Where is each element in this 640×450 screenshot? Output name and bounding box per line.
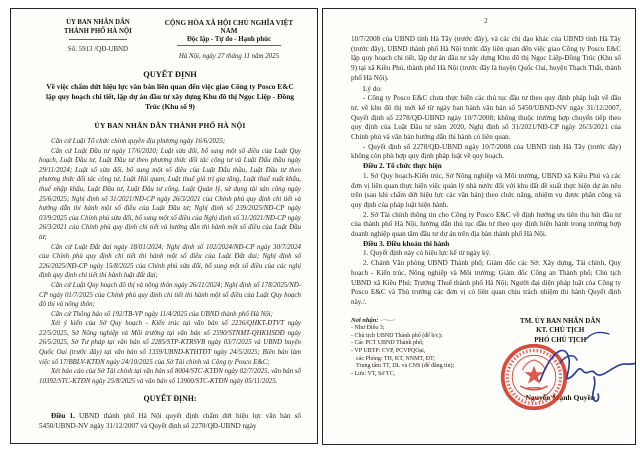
recipient-item: - Các PCT UBND Thành phố; bbox=[351, 340, 424, 347]
signature-authority-line: TM. ỦY BAN NHÂN DÂN bbox=[520, 316, 601, 325]
recital-paragraph: Căn cứ Luật Tổ chức chính quyền địa phương ngày 16/6/2025; bbox=[51, 138, 226, 145]
recitals-section bbox=[39, 137, 301, 386]
signature-footer bbox=[351, 317, 621, 403]
recipients-block bbox=[351, 317, 500, 403]
issuer-name-line1: ỦY BAN NHÂN DÂN bbox=[66, 19, 130, 26]
issuer-name-line2: THÀNH PHỐ HÀ NỘI bbox=[64, 27, 132, 35]
recipient-item: - Lưu: VT, Sở TC, bbox=[351, 370, 396, 377]
article-1 bbox=[39, 411, 301, 431]
motto-underline bbox=[177, 45, 281, 46]
article-1-text: UBND thành phố Hà Nội quyết định chấm dứt hiệu lực văn bản số 5450/UBND-NV ngày 31/12/2007 và Quyết định số 2278/QĐ-UBND ngày bbox=[39, 412, 302, 431]
reason-label: Lý do: bbox=[363, 84, 382, 93]
document-type-title: QUYẾT ĐỊNH bbox=[143, 70, 197, 79]
article-3-item: 2. Chánh Văn phòng UBND Thành phố; Giám đốc các Sở: Xây dựng, Tài chính, Quy hoạch - Kiến trúc, Nông nghiệp và Môi trường; Giám đốc Công an Thành phố; Chủ tịch UBND xã Kiều Phú; Trưởng Thuế thành phố Hà Nội; Người đại diện pháp luật của Công ty Posco E&C và Thủ trưởng các đơn vị có liên quan chịu trách nhiệm thi hành Quyết định này./. bbox=[351, 259, 621, 306]
national-motto-block bbox=[157, 19, 301, 60]
recipient-item: - Chủ tịch UBND Thành phố (để b/c); bbox=[351, 332, 443, 339]
authority-heading: ỦY BAN NHÂN DÂN THÀNH PHỐ HÀ NỘI bbox=[94, 121, 246, 130]
reason-paragraph: - Công ty Posco E&C chưa thực hiện các thủ tục đầu tư theo quy định pháp luật về đầu tư, về khu đô thị mới kể từ ngày ban hành văn bản số 5450/UBND-NV ngày 31/12/2007, Quyết định số 2278/QĐ-UBND ngày 10/7/2008; không thuộc trường hợp chuyển tiếp theo quy định của Luật Đầu tư năm 2020, Nghị định số 31/2021/NĐ-CP ngày 26/3/2021 của Chính phủ và văn bản hướng dẫn thi hành có liên quan. bbox=[351, 94, 621, 142]
article-1-label: Điều 1. bbox=[51, 412, 75, 421]
recipients-label: Nơi nhận: bbox=[351, 316, 379, 324]
national-title: CỘNG HÒA XÃ HỘI CHỦ NGHĨA VIỆT NAM bbox=[164, 19, 294, 35]
page-number: 2 bbox=[484, 17, 488, 25]
article-2-heading: Điều 2. Tổ chức thực hiện bbox=[363, 162, 442, 171]
article-3-item: 1. Quyết định này có hiệu lực kể từ ngày ký. bbox=[363, 249, 491, 258]
signature-title-line: KT. CHỦ TỊCH bbox=[536, 326, 585, 335]
recital-paragraph: Căn cứ Luật Quy hoạch đô thị và nông thôn ngày 26/11/2024; Nghị định số 178/2025/NĐ-CP ngày 01/7/2025 của Chính phủ quy định chi tiết thi hành một số điều của Luật Quy hoạch đô thị và nông thôn; bbox=[39, 281, 301, 309]
recipient-item: - Như Điều 3; bbox=[351, 325, 385, 332]
pencil-mark bbox=[380, 318, 396, 323]
signature-role-line: PHÓ CHỦ TỊCH bbox=[534, 336, 587, 345]
national-motto: Độc lập - Tự do - Hạnh phúc bbox=[186, 36, 272, 43]
recital-paragraph: Xét ý kiến của Sở Quy hoạch - Kiến trúc tại văn bản số 2236/QHKT-ĐTVT ngày 22/5/2025, Sở Nông nghiệp và Môi trường tại văn bản số 2590/STNMT-QHKHSDĐ ngày 26/5/2025, Sở Tư pháp tại văn bản số 2285/STP-KTRSVB ngày 03/7/2025 và UBND huyện Quốc Oai (trước đây) tại văn bản số 1359/UBND-KTHTĐT ngày 24/5/2025; Biên bản làm việc số 17/BBLV-KTĐN ngày 24/10/2025 của Sở Tài chính và Công ty Posco E&C; bbox=[39, 320, 301, 366]
recipient-item: - VP UBTP: CVP, PCVPQOại, bbox=[351, 348, 426, 355]
signature-ink-icon bbox=[536, 333, 637, 407]
signature-block bbox=[500, 317, 622, 403]
article-2-item: 1. Sở Quy hoạch-Kiến trúc, Sở Nông nghiệp và Môi trường, UBND xã Kiều Phú và các đơn vị liên quan thực hiện việc quản lý nhà nước đối với khu đất đề xuất thực hiện dự án nêu trên (sau khi chấm dứt hiệu lực các văn bản) theo chức năng, nhiệm vụ được phân công và quy định của pháp luật hiện hành. bbox=[351, 171, 621, 209]
date-line: Hà Nội, ngày 27 tháng 11 năm 2025 bbox=[178, 53, 280, 60]
issuer-block bbox=[39, 19, 157, 60]
issuer-underline bbox=[69, 39, 127, 40]
recital-paragraph: Xét báo cáo của Sở Tài chính tại văn bản số 8004/STC-KTĐN ngày 02/7/2025, văn bản số 10392/STC-KTĐN ngày 25/8/2025 và văn bản số 13900/STC-KTĐN ngày 05/11/2025. bbox=[39, 368, 301, 385]
document-header bbox=[39, 19, 301, 60]
recipient-item: Trung tâm TT, DL và CNS (để đăng tin); bbox=[356, 363, 455, 370]
document-subject: Về việc chấm dứt hiệu lực văn bản liên quan đến việc giao Công ty Posco E&C lập quy hoạch chi tiết, lập dự án đầu tư xây dựng Khu đô thị Ngọc Liệp - Đồng Trúc (Khu số 9) bbox=[45, 82, 294, 111]
document-number: Số: 5913 /QĐ-UBND bbox=[67, 45, 128, 53]
article-1-continuation: 10/7/2008 của UBND tỉnh Hà Tây (trước đây), và các chỉ đạo khác của UBND tỉnh Hà Tây (trước đây), UBND thành phố Hà Nội trước đây liên quan đến việc giao Công ty Posco E&C lập quy hoạch chi tiết, lập dự án đầu tư xây dựng Khu đô thị Ngọc Liệp-Đồng Trúc (Khu số 9) tại xã Kiều Phú, thành phố Hà Nội (trước đây là huyện Quốc Oai, huyện Thạch Thất, thành phố Hà Nội). bbox=[351, 35, 621, 82]
recital-paragraph: Căn cứ Thông báo số 192/TB-VP ngày 11/4/2025 của UBND thành phố Hà Nội; bbox=[51, 310, 273, 318]
signer-name: Nguyễn Mạnh Quyền bbox=[525, 393, 596, 403]
article-3-heading: Điều 3. Điều khoản thi hành bbox=[363, 239, 450, 248]
recital-paragraph: Căn cứ Luật Đất đai ngày 18/01/2024; Nghị định số 102/2024/NĐ-CP ngày 30/7/2024 của Chính phủ quy định chi tiết thi hành một số điều của Luật Đất đai; Nghị định số 226/2025/NĐ-CP ngày 15/8/2025 của Chính phủ sửa đổi, bổ sung một số điều của các nghị định quy định chi tiết thi hành luật đất đai; bbox=[39, 243, 301, 280]
page2-body bbox=[351, 35, 621, 308]
decision-heading: QUYẾT ĐỊNH: bbox=[143, 394, 197, 404]
recipient-item: các Phòng: TH, KT, NNMT, ĐT; bbox=[356, 355, 435, 362]
document-page-1 bbox=[10, 8, 318, 444]
article-2-item: 2. Sở Tài chính thông tin cho Công ty Posco E&C về định hướng ưu tiên thu hút đầu tư của thành phố Hà Nội, hướng dẫn thủ tục đầu tư theo quy định hiện hành trong trường hợp doanh nghiệp quan tâm đầu tư dự án trên địa bàn thành phố Hà Nội. bbox=[351, 210, 621, 239]
recital-paragraph: Căn cứ Luật Đầu tư ngày 17/6/2020; Luật sửa đổi, bổ sung một số điều của Luật Quy hoạch, Luật Đầu tư, Luật Đầu tư theo phương thức đối tác công tư và Luật Đấu thầu ngày 29/11/2024; Luật số sửa đổi, bổ sung một số điều của Luật Đấu thầu, Luật Đầu tư theo phương thức đối tác công tư, Luật Hải quan, Luật thuế giá trị gia tăng, Luật thuế xuất khẩu, thuế nhập khẩu, Luật Đầu tư, Luật Đầu tư công, Luật Quản lý, sử dụng tài sản công ngày 25/6/2025; Nghị định số 31/2021/NĐ-CP ngày 26/3/2021 của Chính phủ quy định chi tiết và hướng dẫn thi hành một số điều của Luật Đầu tư; Nghị định số 239/2025/NĐ-CP ngày 03/9/2025 của Chính phủ sửa đổi, bổ sung một số điều của Nghị định số 31/2021/NĐ-CP ngày 26/3/2021 của Chính phủ quy định chi tiết và hướng dẫn thi hành một số điều của Luật Đầu tư; bbox=[39, 147, 301, 241]
reason-paragraph: - Quyết định số 2278/QĐ-UBND ngày 10/7/2008 của UBND tỉnh Hà Tây (trước đây) không còn phù hợp quy định pháp luật về quy hoạch. bbox=[351, 142, 621, 161]
document-page-2 bbox=[322, 8, 636, 445]
